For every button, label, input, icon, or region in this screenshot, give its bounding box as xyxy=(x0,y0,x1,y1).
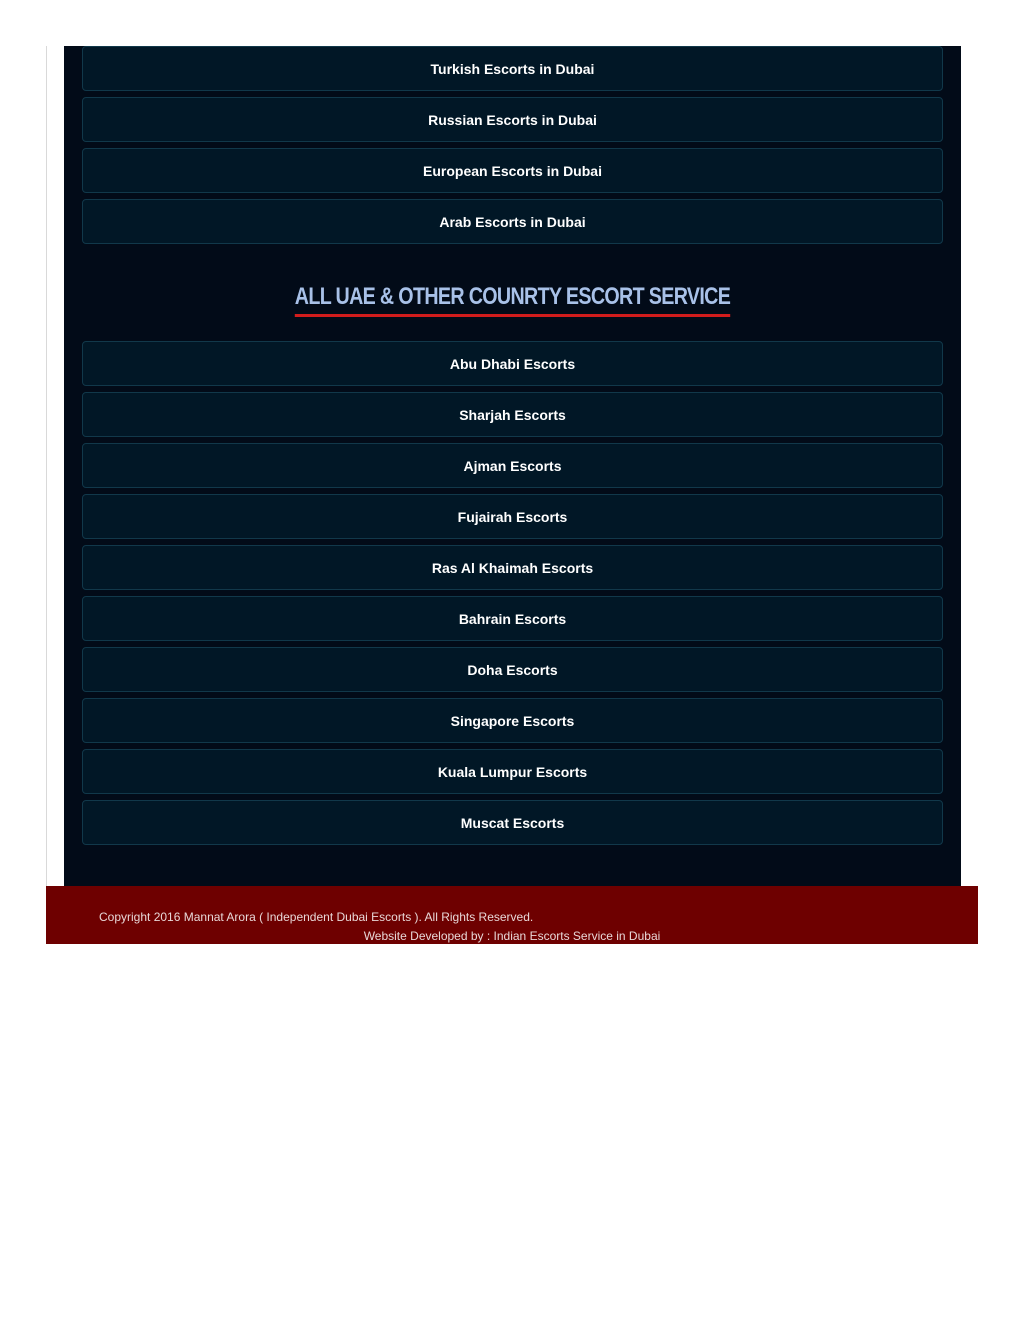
link-sharjah-escorts[interactable]: Sharjah Escorts xyxy=(82,392,943,437)
link-ras-al-khaimah-escorts[interactable]: Ras Al Khaimah Escorts xyxy=(82,545,943,590)
link-european-escorts[interactable]: European Escorts in Dubai xyxy=(82,148,943,193)
section-title-text: ALL UAE & OTHER COUNRTY ESCORT SERVICE xyxy=(295,282,730,317)
footer-developer-credit: Website Developed by : Indian Escorts Service in Dubai xyxy=(363,929,661,943)
dubai-services-list xyxy=(82,46,943,250)
link-arab-escorts[interactable]: Arab Escorts in Dubai xyxy=(82,199,943,244)
link-muscat-escorts[interactable]: Muscat Escorts xyxy=(82,800,943,845)
link-bahrain-escorts[interactable]: Bahrain Escorts xyxy=(82,596,943,641)
link-turkish-escorts[interactable]: Turkish Escorts in Dubai xyxy=(82,46,943,91)
link-abu-dhabi-escorts[interactable]: Abu Dhabi Escorts xyxy=(82,341,943,386)
footer xyxy=(46,886,978,944)
page-divider xyxy=(46,46,47,886)
link-fujairah-escorts[interactable]: Fujairah Escorts xyxy=(82,494,943,539)
link-russian-escorts[interactable]: Russian Escorts in Dubai xyxy=(82,97,943,142)
link-singapore-escorts[interactable]: Singapore Escorts xyxy=(82,698,943,743)
section-heading xyxy=(64,282,961,317)
other-services-list xyxy=(82,341,943,851)
main-panel xyxy=(64,46,961,886)
link-doha-escorts[interactable]: Doha Escorts xyxy=(82,647,943,692)
link-ajman-escorts[interactable]: Ajman Escorts xyxy=(82,443,943,488)
link-kuala-lumpur-escorts[interactable]: Kuala Lumpur Escorts xyxy=(82,749,943,794)
footer-copyright: Copyright 2016 Mannat Arora ( Independent Dubai Escorts ). All Rights Reserved. xyxy=(99,910,534,924)
